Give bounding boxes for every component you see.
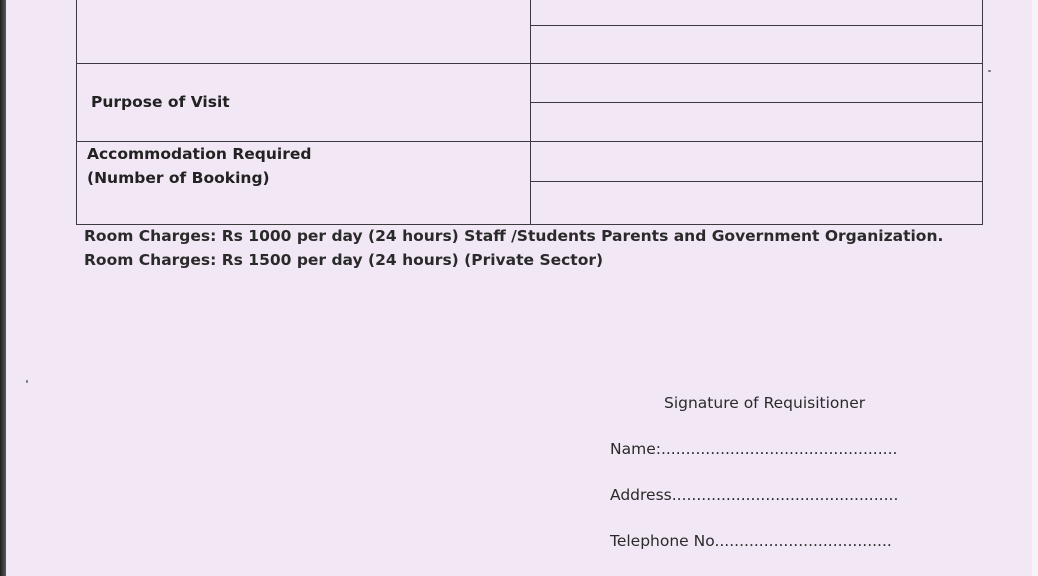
accommodation-value-cell-1[interactable] <box>531 141 983 182</box>
number-of-booking-label: (Number of Booking) <box>87 168 270 187</box>
purpose-of-visit-label: Purpose of Visit <box>91 93 230 112</box>
scan-speck <box>26 380 28 383</box>
previous-field-value-cell-2[interactable] <box>531 25 983 64</box>
purpose-of-visit-value-cell-2[interactable] <box>531 102 983 141</box>
purpose-of-visit-value-cell-1[interactable] <box>531 64 983 103</box>
name-field[interactable]: Name:................................................ <box>610 440 898 458</box>
room-charges-note <box>84 224 943 272</box>
room-charges-line-private: Room Charges: Rs 1500 per day (24 hours) (Private Sector) <box>84 251 604 269</box>
previous-field-label-cell <box>77 0 531 64</box>
scanned-page <box>6 0 1032 576</box>
purpose-of-visit-label-cell <box>77 64 531 141</box>
address-field[interactable]: Address.............................................. <box>610 486 899 504</box>
booking-form-table <box>76 0 983 225</box>
accommodation-value-cell-2[interactable] <box>531 182 983 225</box>
previous-field-value-cell-1[interactable] <box>531 0 983 25</box>
telephone-field[interactable]: Telephone No.................................... <box>610 532 892 550</box>
signature-of-requisitioner-label: Signature of Requisitioner <box>664 394 866 412</box>
accommodation-required-label: Accommodation Required <box>87 144 312 163</box>
accommodation-label-cell <box>77 141 531 224</box>
scan-right-edge <box>1032 0 1038 576</box>
room-charges-line-government: Room Charges: Rs 1000 per day (24 hours) Staff /Students Parents and Government Organization. <box>84 227 944 245</box>
scan-speck <box>988 70 991 72</box>
